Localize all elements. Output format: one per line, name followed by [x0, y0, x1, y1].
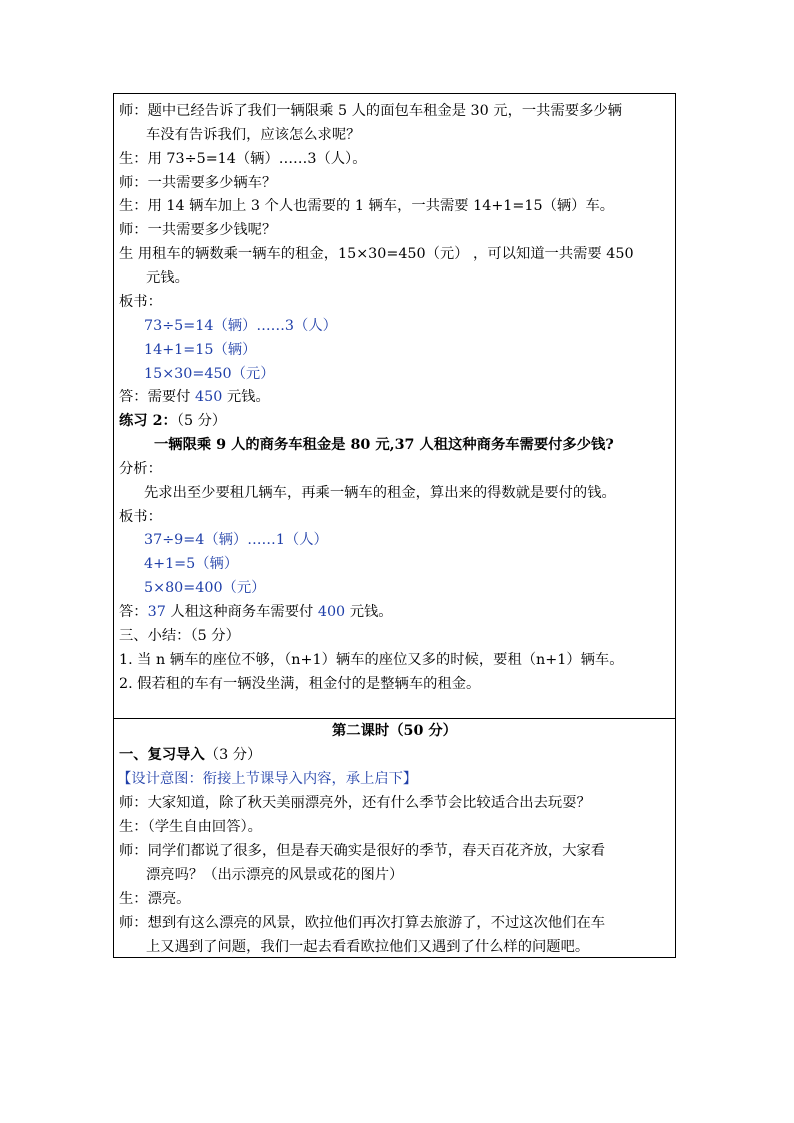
summary-heading: 三、小结：（5 分） [119, 628, 240, 644]
board-equation: 73÷5=14（辆）……3（人） [144, 318, 337, 334]
board-equation: 4+1=5（辆） [144, 556, 239, 572]
dialogue-line: 上又遇到了问题，我们一起去看看欧拉他们又遇到了什么样的问题吧。 [146, 939, 590, 955]
dialogue-line: 漂亮吗？（出示漂亮的风景或花的图片） [146, 867, 404, 883]
analysis-label: 分析： [119, 461, 162, 477]
lesson-cell-part1 [114, 94, 675, 719]
dialogue-line: 元钱。 [146, 270, 189, 286]
dialogue-line: 车没有告诉我们，应该怎么求呢？ [146, 127, 361, 143]
answer-value: 450 [195, 389, 223, 405]
dialogue-line: 生：用 73÷5=14（辆）……3（人）。 [119, 151, 367, 167]
review-heading: 一、复习导入（3 分） [119, 747, 262, 763]
exercise-heading: 练习 2：（5 分） [119, 413, 227, 429]
lesson-title: 第二课时（50 分） [332, 723, 457, 739]
dialogue-line: 生：（学生自由回答）。 [119, 819, 262, 835]
dialogue-line: 师：大家知道，除了秋天美丽漂亮外，还有什么季节会比较适合出去玩耍？ [119, 795, 591, 811]
board-label: 板书： [119, 294, 162, 310]
exercise-problem: 一辆限乘 9 人的商务车租金是 80 元,37 人租这种商务车需要付多少钱? [154, 437, 614, 453]
design-intent: 【设计意图：衔接上节课导入内容，承上启下】 [117, 771, 418, 787]
dialogue-line: 师：想到有这么漂亮的风景，欧拉他们再次打算去旅游了，不过这次他们在车 [119, 915, 606, 931]
lesson-table [113, 93, 676, 958]
answer-line: 答：37 人租这种商务车需要付 400 元钱。 [119, 604, 393, 620]
dialogue-line: 师：同学们都说了很多，但是春天确实是很好的季节，春天百花齐放，大家看 [119, 843, 606, 859]
dialogue-line: 师：题中已经告诉了我们一辆限乘 5 人的面包车租金是 30 元，一共需要多少辆 [119, 103, 622, 119]
dialogue-line: 生：用 14 辆车加上 3 个人也需要的 1 辆车，一共需要 14+1=15（辆）车。 [119, 198, 615, 214]
dialogue-line: 师：一共需要多少钱呢？ [119, 222, 277, 238]
board-label: 板书： [119, 509, 162, 525]
dialogue-line: 生：漂亮。 [119, 891, 191, 907]
board-equation: 15×30=450（元） [144, 366, 275, 382]
board-equation: 14+1=15（辆） [144, 342, 257, 358]
board-equation: 5×80=400（元） [144, 580, 266, 596]
dialogue-line: 生 用租车的辆数乘一辆车的租金，15×30=450（元） ，可以知道一共需要 450 [119, 246, 634, 262]
summary-item: 1. 当 n 辆车的座位不够，（n+1）辆车的座位又多的时候，要租（n+1）辆车。 [119, 652, 624, 668]
analysis-text: 先求出至少要租几辆车，再乘一辆车的租金，算出来的得数就是要付的钱。 [144, 485, 616, 501]
dialogue-line: 师：一共需要多少辆车？ [119, 175, 277, 191]
board-equation: 37÷9=4（辆）……1（人） [144, 532, 328, 548]
summary-item: 2. 假若租的车有一辆没坐满，租金付的是整辆车的租金。 [119, 676, 481, 692]
lesson-cell-part2 [114, 719, 675, 959]
answer-line: 答：需要付 450 元钱。 [119, 389, 270, 405]
